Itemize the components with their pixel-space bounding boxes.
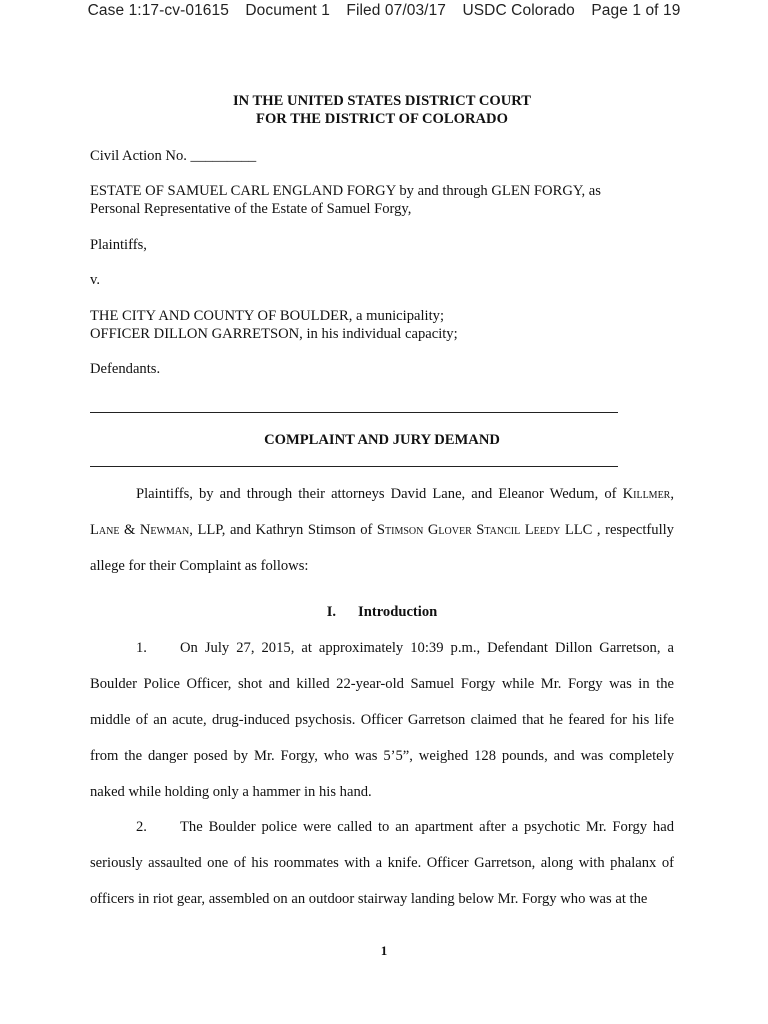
section-heading: [90, 604, 674, 621]
paragraph-number: 1.: [136, 640, 147, 656]
filing-header: [0, 2, 768, 20]
plaintiff-role: Plaintiffs,: [90, 237, 147, 253]
paragraph-text: The Boulder police were called to an apartment after a psychotic Mr. Forgy had seriously assaulted one of his roommates with a knife. Officer Garretson, along with phalanx of officers in riot gear, assembled on an outdoor stairway landing below Mr. Forgy who was at the: [90, 819, 674, 907]
paragraph-1: [90, 630, 674, 810]
filed-date: Filed 07/03/17: [346, 2, 447, 19]
versus: v.: [90, 272, 100, 288]
plaintiff-line1: ESTATE OF SAMUEL CARL ENGLAND FORGY by and through GLEN FORGY, as: [90, 183, 601, 199]
paragraph-2: [90, 809, 674, 917]
caption-divider-bottom: [90, 466, 618, 467]
paragraph-text: On July 27, 2015, at approximately 10:39 p.m., Defendant Dillon Garretson, a Boulder Police Officer, shot and killed 22-year-old Samuel Forgy while Mr. Forgy was in the middle of an acute, drug-induced psychosis. Officer Garretson claimed that he feared for his life from the danger posed by Mr. Forgy, who was 5’5”, weighed 128 pounds, and was completely naked while holding only a hammer in his hand.: [90, 640, 674, 800]
firm-name: Killmer, Lane & Newman: [90, 486, 674, 538]
defendant-role: Defendants.: [90, 361, 161, 377]
court-short-name: USDC Colorado: [462, 2, 575, 19]
court-name-line1: IN THE UNITED STATES DISTRICT COURT: [232, 93, 532, 109]
page-indicator: Page 1 of 19: [591, 2, 681, 19]
paragraph-number: 2.: [136, 819, 147, 835]
page-number: 1: [380, 943, 388, 958]
court-name-line2: FOR THE DISTRICT OF COLORADO: [256, 111, 508, 127]
document-number: Document 1: [245, 2, 330, 19]
firm-name-2: Stimson Glover Stancil Leedy: [376, 522, 561, 538]
case-number: Case 1:17-cv-01615: [87, 2, 229, 19]
intro-paragraph: Plaintiffs, by and through their attorneys David Lane, and Eleanor Wedum, of Killmer, Lane & Newman, LLP, and Kathryn Stimson of Stimson Glover Stancil Leedy LLC , respectfully allege for their Complaint as follows:: [90, 486, 674, 574]
section-number: I.: [326, 604, 337, 620]
caption-divider-top: [90, 412, 618, 413]
defendant-line2: OFFICER DILLON GARRETSON, in his individual capacity;: [90, 326, 458, 342]
civil-action-number: Civil Action No. _________: [90, 148, 257, 164]
defendant-line1: THE CITY AND COUNTY OF BOULDER, a municipality;: [90, 308, 445, 324]
plaintiff-line2: Personal Representative of the Estate of Samuel Forgy,: [90, 201, 412, 217]
section-title: Introduction: [358, 604, 438, 620]
document-title: COMPLAINT AND JURY DEMAND: [264, 432, 500, 448]
